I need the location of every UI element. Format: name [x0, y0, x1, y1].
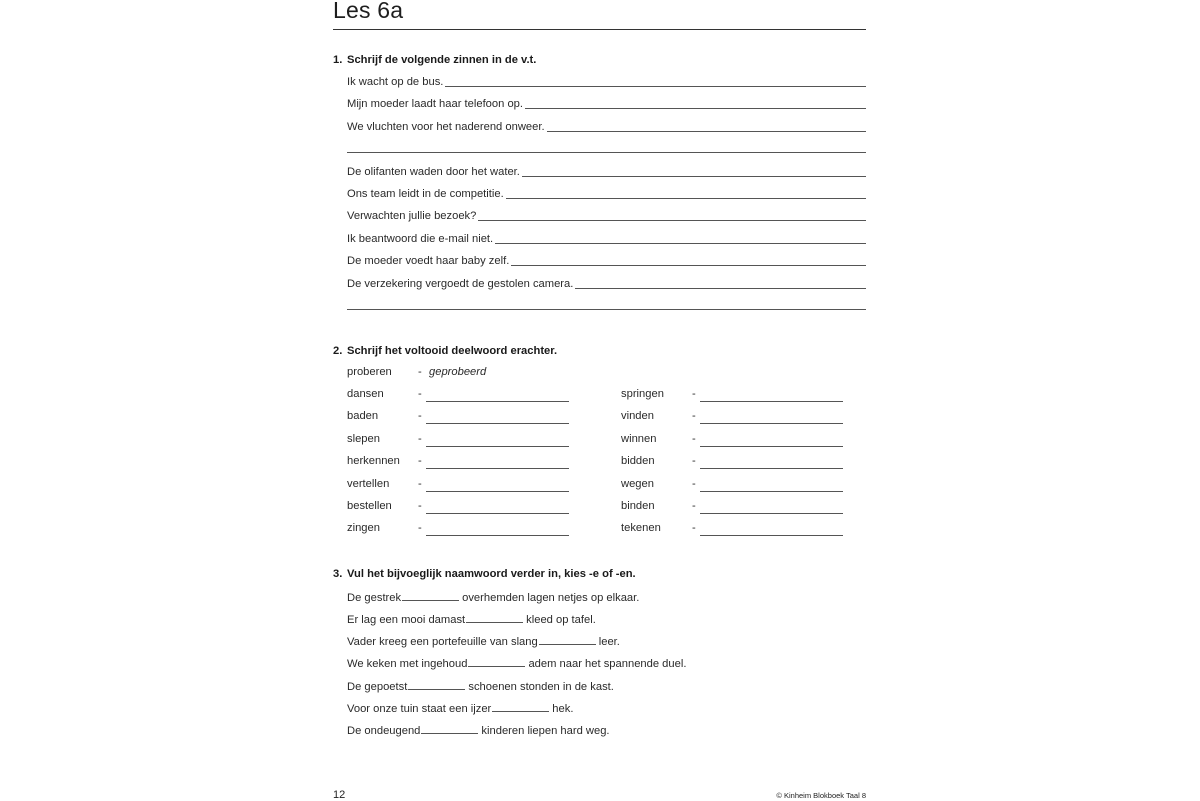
answer-line[interactable] — [700, 446, 843, 447]
verb-label: vertellen — [347, 478, 390, 490]
sentence-start: De ondeugend — [347, 725, 421, 737]
exercise-2-title: Schrijf het voltooid deelwoord erachter. — [347, 345, 558, 357]
sentence-text: De moeder voedt haar baby zelf. — [347, 255, 510, 267]
answer-line[interactable] — [426, 513, 569, 514]
sentence-text: We vluchten voor het naderend onweer. — [347, 121, 545, 133]
sentence-row — [347, 74, 866, 89]
answer-line[interactable] — [700, 513, 843, 514]
dash: - — [418, 433, 422, 445]
sentence-start: Er lag een mooi damast — [347, 614, 466, 626]
answer-line[interactable] — [445, 86, 866, 87]
sentence-start: We keken met ingehoud — [347, 658, 468, 670]
sentence-row — [347, 96, 866, 111]
verb-label: baden — [347, 410, 379, 422]
exercise-1-title: Schrijf de volgende zinnen in de v.t. — [347, 54, 537, 66]
answer-line[interactable] — [426, 423, 569, 424]
verb-label: zingen — [347, 522, 380, 534]
answer-line-extra[interactable] — [347, 152, 866, 153]
sentence-start: Vader kreeg een portefeuille van slang — [347, 636, 538, 648]
fill-in-sentence — [347, 701, 573, 716]
dash: - — [418, 410, 422, 422]
sentence-text: Ik beantwoord die e-mail niet. — [347, 233, 494, 245]
dash: - — [418, 478, 422, 490]
fill-in-sentence — [347, 656, 686, 671]
exercise-3-title: Vul het bijvoeglijk naamwoord verder in, kies -e of -en. — [347, 568, 636, 580]
verb-label: binden — [621, 500, 655, 512]
answer-line[interactable] — [700, 535, 843, 536]
fill-in-sentence — [347, 612, 596, 627]
dash: - — [692, 433, 696, 445]
fill-in-sentence — [347, 679, 614, 694]
sentence-end: hek. — [552, 703, 574, 715]
copyright-notice: © Kinheim Blokboek Taal 8 — [776, 791, 866, 800]
verb-label: wegen — [621, 478, 654, 490]
answer-line[interactable] — [700, 401, 843, 402]
verb-label: bidden — [621, 455, 655, 467]
answer-line[interactable] — [700, 491, 843, 492]
answer-gap[interactable] — [492, 701, 549, 712]
fill-in-sentence — [347, 590, 639, 605]
sentence-text: Ik wacht op de bus. — [347, 76, 444, 88]
exercise-2-number: 2. — [333, 345, 343, 357]
answer-gap[interactable] — [402, 590, 459, 601]
sentence-end: kleed op tafel. — [526, 614, 596, 626]
sentence-end: schoenen stonden in de kast. — [468, 681, 614, 693]
sentence-row — [347, 119, 866, 134]
sentence-end: overhemden lagen netjes op elkaar. — [462, 592, 640, 604]
exercise-1-heading — [333, 54, 536, 66]
answer-line[interactable] — [506, 198, 866, 199]
answer-line[interactable] — [495, 243, 866, 244]
answer-line[interactable] — [700, 468, 843, 469]
sentence-end: kinderen liepen hard weg. — [481, 725, 610, 737]
sentence-row — [347, 276, 866, 291]
sentence-row — [347, 231, 866, 246]
sentence-row — [347, 208, 866, 223]
answer-gap[interactable] — [408, 679, 465, 690]
verb-label: dansen — [347, 388, 384, 400]
answer-line[interactable] — [426, 535, 569, 536]
dash: - — [692, 410, 696, 422]
verb-label: tekenen — [621, 522, 661, 534]
fill-in-sentence — [347, 634, 620, 649]
verb-label: vinden — [621, 410, 654, 422]
answer-line[interactable] — [700, 423, 843, 424]
answer-line[interactable] — [478, 220, 866, 221]
example-verb: proberen — [347, 366, 392, 378]
sentence-text: Ons team leidt in de competitie. — [347, 188, 504, 200]
answer-line[interactable] — [575, 288, 866, 289]
dash: - — [692, 522, 696, 534]
verb-label: winnen — [621, 433, 657, 445]
answer-line[interactable] — [426, 491, 569, 492]
sentence-text: Mijn moeder laadt haar telefoon op. — [347, 98, 524, 110]
dash: - — [418, 500, 422, 512]
answer-gap[interactable] — [468, 656, 525, 667]
answer-gap[interactable] — [539, 634, 596, 645]
sentence-end: adem naar het spannende duel. — [528, 658, 687, 670]
answer-line-extra[interactable] — [347, 309, 866, 310]
dash: - — [418, 522, 422, 534]
sentence-text: Verwachten jullie bezoek? — [347, 210, 477, 222]
fill-in-sentence — [347, 723, 610, 738]
sentence-text: De olifanten waden door het water. — [347, 166, 520, 178]
page-title: Les 6a — [333, 0, 404, 23]
exercise-1-number: 1. — [333, 54, 343, 66]
sentence-start: De gepoetst — [347, 681, 408, 693]
dash: - — [418, 366, 422, 378]
answer-gap[interactable] — [421, 723, 478, 734]
verb-label: slepen — [347, 433, 380, 445]
sentence-text: De verzekering vergoedt de gestolen camera. — [347, 278, 574, 290]
sentence-row — [347, 253, 866, 268]
exercise-3-heading — [333, 568, 636, 580]
answer-line[interactable] — [525, 108, 866, 109]
dash: - — [692, 455, 696, 467]
exercise-3-number: 3. — [333, 568, 343, 580]
dash: - — [692, 388, 696, 400]
answer-line[interactable] — [426, 446, 569, 447]
answer-line[interactable] — [511, 265, 866, 266]
verb-label: bestellen — [347, 500, 392, 512]
dash: - — [692, 478, 696, 490]
dash: - — [692, 500, 696, 512]
sentence-row — [347, 186, 866, 201]
dash: - — [418, 388, 422, 400]
page-number: 12 — [333, 789, 346, 801]
answer-line[interactable] — [426, 468, 569, 469]
sentence-end: leer. — [598, 636, 620, 648]
answer-line[interactable] — [547, 131, 866, 132]
verb-label: herkennen — [347, 455, 400, 467]
answer-gap[interactable] — [466, 612, 523, 623]
title-divider — [333, 29, 866, 30]
sentence-row — [347, 164, 866, 179]
exercise-2-heading — [333, 345, 557, 357]
answer-line[interactable] — [522, 176, 866, 177]
sentence-start: De gestrek — [347, 592, 402, 604]
answer-line[interactable] — [426, 401, 569, 402]
sentence-start: Voor onze tuin staat een ijzer — [347, 703, 492, 715]
verb-label: springen — [621, 388, 664, 400]
example-answer: geprobeerd — [429, 366, 487, 378]
dash: - — [418, 455, 422, 467]
